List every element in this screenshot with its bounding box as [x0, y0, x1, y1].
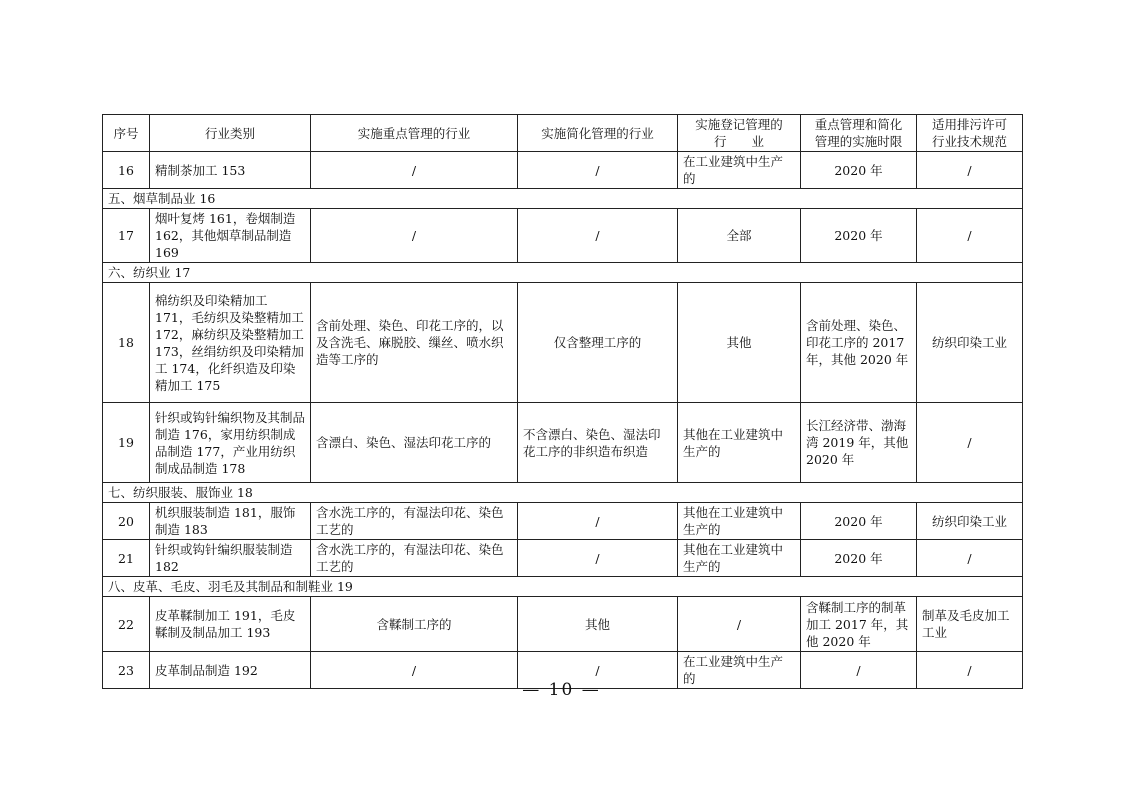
cell-category: 精制茶加工 153	[150, 152, 311, 189]
cell-simplified-management: /	[518, 540, 678, 577]
cell-key-management: /	[311, 209, 518, 263]
header-simplified-management: 实施简化管理的行业	[518, 115, 678, 152]
cell-register-management: 在工业建筑中生产的	[678, 152, 801, 189]
table-row	[103, 540, 1023, 577]
header-technical-spec	[917, 115, 1023, 152]
cell-technical-spec: /	[917, 403, 1023, 483]
cell-key-management: /	[311, 152, 518, 189]
cell-deadline: 长江经济带、渤海湾 2019 年，其他 2020 年	[801, 403, 917, 483]
cell-key-management: 含漂白、染色、湿法印花工序的	[311, 403, 518, 483]
table-header-row	[103, 115, 1023, 152]
cell-seq: 16	[103, 152, 150, 189]
cell-category: 针织或钩针编织物及其制品制造 176，家用纺织制成品制造 177，产业用纺织制成品制造 178	[150, 403, 311, 483]
section-row	[103, 483, 1023, 503]
header-deadline	[801, 115, 917, 152]
cell-technical-spec: 纺织印染工业	[917, 283, 1023, 403]
cell-seq: 21	[103, 540, 150, 577]
cell-key-management: 含前处理、染色、印花工序的，以及含洗毛、麻脱胶、缫丝、喷水织造等工序的	[311, 283, 518, 403]
cell-key-management: 含鞣制工序的	[311, 597, 518, 652]
cell-deadline: 含鞣制工序的制革加工 2017 年，其他 2020 年	[801, 597, 917, 652]
cell-technical-spec: 纺织印染工业	[917, 503, 1023, 540]
header-seq: 序号	[103, 115, 150, 152]
cell-seq: 18	[103, 283, 150, 403]
cell-simplified-management: /	[518, 652, 678, 689]
cell-simplified-management: 其他	[518, 597, 678, 652]
cell-technical-spec: /	[917, 209, 1023, 263]
section-row	[103, 189, 1023, 209]
cell-simplified-management: /	[518, 209, 678, 263]
table-row	[103, 503, 1023, 540]
cell-deadline: 2020 年	[801, 503, 917, 540]
cell-technical-spec: 制革及毛皮加工工业	[917, 597, 1023, 652]
section-title: 八、皮革、毛皮、羽毛及其制品和制鞋业 19	[103, 577, 1023, 597]
header-spec-line2: 行业技术规范	[931, 134, 1007, 149]
table-row	[103, 283, 1023, 403]
section-title: 六、纺织业 17	[103, 263, 1023, 283]
cell-register-management: 其他在工业建筑中生产的	[678, 503, 801, 540]
cell-technical-spec: /	[917, 152, 1023, 189]
cell-deadline: 2020 年	[801, 540, 917, 577]
cell-category: 棉纺织及印染精加工 171，毛纺织及染整精加工 172，麻纺织及染整精加工 173，丝绢纺织及印染精加工 174，化纤织造及印染精加工 175	[150, 283, 311, 403]
section-row	[103, 577, 1023, 597]
cell-deadline: /	[801, 652, 917, 689]
cell-seq: 20	[103, 503, 150, 540]
cell-simplified-management: /	[518, 152, 678, 189]
cell-category: 机织服装制造 181，服饰制造 183	[150, 503, 311, 540]
table-row	[103, 209, 1023, 263]
table-row	[103, 597, 1023, 652]
cell-key-management: 含水洗工序的，有湿法印花、染色工艺的	[311, 540, 518, 577]
header-deadline-line2: 管理的实施时限	[814, 134, 903, 149]
cell-deadline: 2020 年	[801, 152, 917, 189]
header-register-line2: 行 业	[713, 134, 764, 149]
cell-technical-spec: /	[917, 540, 1023, 577]
cell-register-management: 其他在工业建筑中生产的	[678, 403, 801, 483]
header-spec-line1: 适用排污许可	[931, 117, 1007, 132]
cell-category: 针织或钩针编织服装制造 182	[150, 540, 311, 577]
section-title: 七、纺织服装、服饰业 18	[103, 483, 1023, 503]
header-register-management	[678, 115, 801, 152]
header-key-management: 实施重点管理的行业	[311, 115, 518, 152]
cell-deadline: 含前处理、染色、印花工序的 2017 年，其他 2020 年	[801, 283, 917, 403]
cell-category: 皮革鞣制加工 191，毛皮鞣制及制品加工 193	[150, 597, 311, 652]
industry-management-table	[102, 114, 1023, 689]
cell-simplified-management: 不含漂白、染色、湿法印花工序的非织造布织造	[518, 403, 678, 483]
table-row	[103, 403, 1023, 483]
table-body	[103, 152, 1023, 689]
cell-simplified-management: 仅含整理工序的	[518, 283, 678, 403]
cell-register-management: 全部	[678, 209, 801, 263]
table-row	[103, 152, 1023, 189]
cell-category: 皮革制品制造 192	[150, 652, 311, 689]
header-deadline-line1: 重点管理和简化	[814, 117, 903, 132]
section-row	[103, 263, 1023, 283]
header-register-line1: 实施登记管理的	[695, 117, 783, 132]
cell-technical-spec: /	[917, 652, 1023, 689]
section-title: 五、烟草制品业 16	[103, 189, 1023, 209]
cell-register-management: /	[678, 597, 801, 652]
cell-deadline: 2020 年	[801, 209, 917, 263]
cell-key-management: 含水洗工序的，有湿法印花、染色工艺的	[311, 503, 518, 540]
cell-register-management: 其他在工业建筑中生产的	[678, 540, 801, 577]
header-category: 行业类别	[150, 115, 311, 152]
cell-key-management: /	[311, 652, 518, 689]
cell-simplified-management: /	[518, 503, 678, 540]
cell-register-management: 其他	[678, 283, 801, 403]
cell-seq: 23	[103, 652, 150, 689]
cell-seq: 22	[103, 597, 150, 652]
cell-seq: 19	[103, 403, 150, 483]
cell-seq: 17	[103, 209, 150, 263]
page-number: — 10 —	[522, 680, 601, 700]
cell-category: 烟叶复烤 161，卷烟制造 162，其他烟草制品制造 169	[150, 209, 311, 263]
cell-register-management: 在工业建筑中生产的	[678, 652, 801, 689]
